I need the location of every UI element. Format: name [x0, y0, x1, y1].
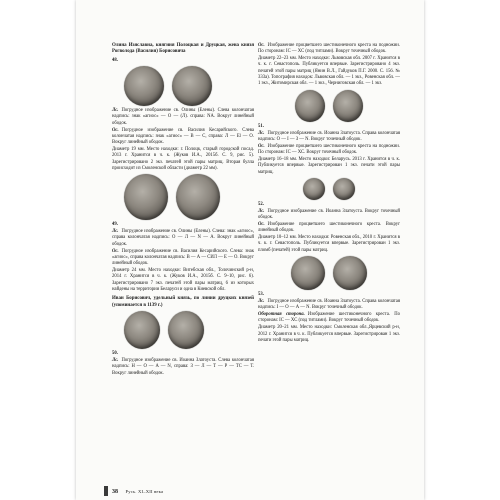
section-heading-ivan: Иван Борисович, удельный князь, по линии друцких князей (упоминается в 1139 г.) — [112, 296, 254, 308]
item-53-note: Диаметр 20–21 мм. Место находки: Смоленская обл.,Ярцевский р-н, 2012 г. Хранится в ч. к. Публикуется впервые. Зарегистрирован 1 экз. печати этой пары матриц. — [258, 325, 400, 343]
seal-obverse-image — [295, 90, 325, 122]
page-marker-bar — [104, 486, 108, 496]
seal-reverse-image — [333, 256, 367, 290]
item-number-49: 49. — [112, 222, 118, 228]
seal-obverse-image — [124, 174, 168, 220]
item-51-obverse: Лс. Погрудное изображение св. Иоанна Златоуста. Справа колончатая надпись: О — I — З — N. Вокруг точечный ободок. — [258, 130, 400, 142]
item-number-53: 53. — [258, 291, 264, 297]
item-53-reverse: Оборотная сторона. Изображение шестиконечного креста. По сторонам: IC — XC (под титлами). Вокруг точечный ободок. — [258, 312, 400, 324]
item-53-obverse: Лс. Погрудное изображение св. Иоанна Златоуста. Справа колончатая надпись: I — О — А — N. Вокруг точечный ободок. — [258, 298, 400, 311]
item-49-reverse: Ос. Погрудное изображение св. Василия Кесарийского. Слева: знак «агиос», справа колончатая надпись: В — А — СИЛ — Е — О. Вокруг линейный ободок. — [112, 248, 254, 267]
item-49-obverse: Лс. Погрудное изображение св. Олины (Елены). Слева: знак «агиос», справа колончатая надпись: О — Л — N — А. Вокруг линейный ободок. — [112, 229, 254, 247]
right-column — [258, 43, 400, 345]
seal-obverse-image — [124, 311, 160, 349]
running-title: Русь. XI–XII века — [125, 489, 164, 494]
seal-images-49 — [124, 174, 254, 220]
seal-obverse-image — [124, 66, 164, 106]
seal-images-52 — [258, 178, 400, 200]
page-number: 38 — [112, 489, 118, 495]
item-50-obverse: Лс. Погрудное изображение св. Иоанна Златоуста. Слева колончатая надпись: Н — О — А — N, справа: З — Л — Т — Р — ТС — Т. Вокруг линейный ободок. — [112, 358, 254, 376]
item-52-reverse: Ос. Изображение процветшего шестиконечного креста. Вокруг линейный ободок. — [258, 221, 400, 234]
seal-images-51 — [258, 90, 400, 122]
page-footer — [112, 488, 163, 496]
item-48-note: Диаметр 19 мм. Место находки: г. Полоцк, старый городской посад. 2013 г. Хранится в ч. к. (Жуков И.А., 2015б. С. 9, рис. 5). Зарегистрировано 2 экз. печатей этой пары матриц. Вторая булла происходит из Смоленской области (диаметр 22 мм). — [112, 147, 254, 171]
left-column — [112, 43, 254, 378]
item-52-obverse: Лс. Погрудное изображение св. Иоанна Златоуста. Вокруг точечный ободок. — [258, 208, 400, 221]
item-number-51: 51. — [258, 123, 264, 129]
seal-reverse-image — [333, 178, 355, 200]
item-50-note: Диаметр 22–23 мм. Место находки: Львовская обл. 2007 г. Хранится в ч. к. г. Севастополь. Публикуется впервые. Зарегистрировано 4 экз. печатей этой пары матриц (Янин В.Л., Гайдуков П.Г. 2000. С. 156. № 333а). Топография находок: Львовская обл. — 1 экз., Ровенская обл. — 1 экз., Житомирская обл. — 1 экз., Черниговская обл. — 1 экз. — [258, 56, 400, 87]
seal-reverse-image — [172, 66, 212, 106]
item-52-note: Диаметр 10–12 мм. Место находки: Ровенская обл., 2010 г. Хранится в ч. к. г. Севастополь. Публикуется впервые. Зарегистрирован 1 экз. пломб (печатей) этой пары матриц. — [258, 235, 400, 253]
seal-obverse-image — [303, 178, 325, 200]
seal-obverse-image — [291, 256, 325, 290]
section-heading-olina: Олина Изяславна, княгиня Полоцкая и Друцкая, жена князя Рогволода (Василия) Борисовича — [112, 43, 254, 55]
item-number-50: 50. — [112, 351, 118, 357]
seal-images-50 — [124, 311, 254, 349]
item-49-note: Диаметр 24 мм. Место находки: Витебская обл., Толочинский р-н, 2014 г. Хранится в ч. к. (Жуков И.А., 2015б. С. 9–10, рис. 6). Зарегистрировано 7 экз. печатей этой пары матриц, 6 из которых найдены на территории Беларуси и одна в Киевской обл. — [112, 268, 254, 293]
seal-reverse-image — [176, 174, 220, 220]
item-number-48: 48. — [112, 57, 118, 63]
seal-images-48 — [124, 66, 254, 106]
item-number-52: 52. — [258, 201, 264, 207]
item-51-note: Диаметр 16–18 мм. Место находки: Беларусь. 2013 г. Хранится в ч. к. Публикуется впервые. Зарегистрирован 1 экз. печати этой пары матриц. — [258, 156, 400, 175]
item-51-reverse: Ос. Изображение процветшего шестиконечного креста на подножии. По сторонам: IC — ХС. Вокруг точечный ободок. — [258, 143, 400, 156]
item-48-obverse: Лс. Погрудное изображение св. Олины (Елены). Слева колончатая надпись: знак «агиос» — О — (Л). справа: NA. Вокруг линейный ободок. — [112, 108, 254, 126]
seal-reverse-image — [168, 311, 204, 349]
item-50-reverse: Ос. Изображение процветшего шестиконечного креста на подножии. По сторонам: IC — XC (под титлами). Вокруг точечный ободок. — [258, 43, 400, 55]
seal-images-53 — [258, 256, 400, 290]
seal-reverse-image — [333, 90, 363, 122]
item-48-reverse: Ос. Погрудное изображение св. Василия Кесарийского. Слева колончатая надпись: знак «агиос» — В — С, справа: Л — El — О. Вокруг линейный ободок. — [112, 127, 254, 146]
